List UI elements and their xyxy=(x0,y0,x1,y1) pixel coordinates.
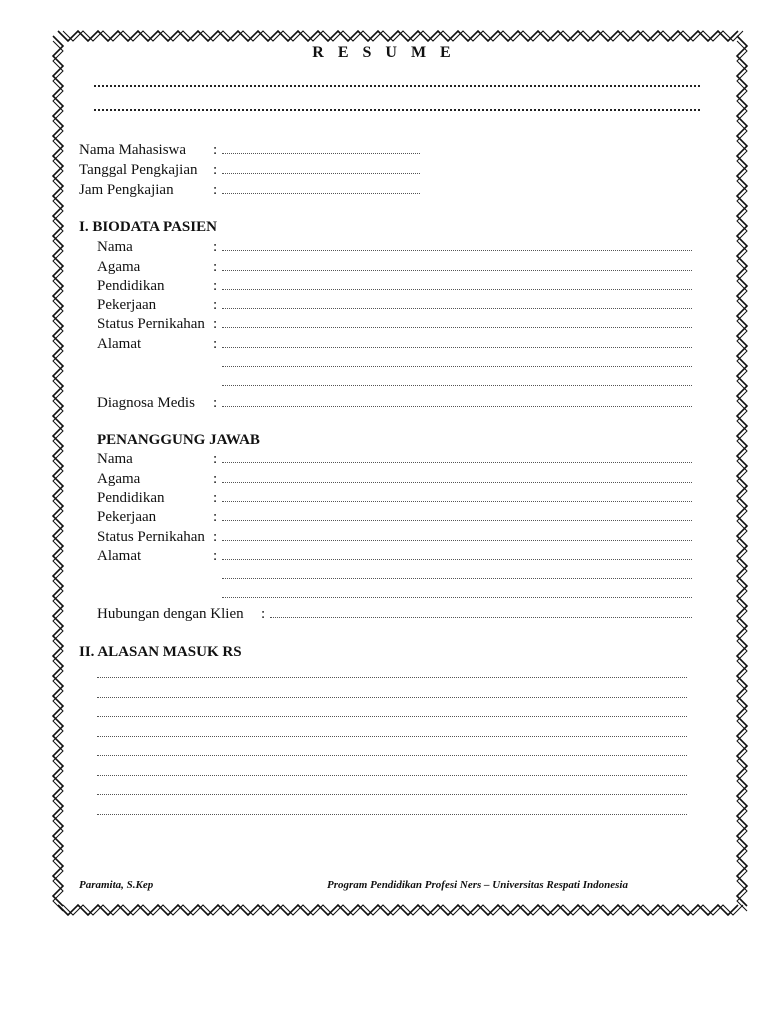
field-input-tanggal-pengkajian[interactable] xyxy=(222,173,420,174)
field-label-alamat: Alamat xyxy=(97,336,142,352)
section-heading-penanggung-jawab: PENANGGUNG JAWAB xyxy=(97,432,260,448)
field-label-agama: Agama xyxy=(97,259,141,275)
field-colon: : xyxy=(213,259,218,275)
guardian-input-status-pernikahan[interactable] xyxy=(222,540,692,541)
field-colon: : xyxy=(261,606,266,622)
title-line-1 xyxy=(94,85,700,87)
section-heading-alasan-masuk: II. ALASAN MASUK RS xyxy=(79,644,242,660)
guardian-input-pekerjaan[interactable] xyxy=(222,520,692,521)
guardian-label-hubungan: Hubungan dengan Klien xyxy=(97,606,244,622)
title-line-2 xyxy=(94,109,700,111)
alasan-line[interactable] xyxy=(97,697,687,698)
alasan-line[interactable] xyxy=(97,755,687,756)
guardian-label-pekerjaan: Pekerjaan xyxy=(97,509,157,525)
field-colon: : xyxy=(213,336,218,352)
page-title: R E S U M E xyxy=(312,44,456,61)
guardian-input-nama[interactable] xyxy=(222,462,692,463)
field-input-alamat[interactable] xyxy=(222,347,692,348)
guardian-label-nama: Nama xyxy=(97,451,133,467)
guardian-label-status-pernikahan: Status Pernikahan xyxy=(97,529,205,545)
guardian-input-pendidikan[interactable] xyxy=(222,501,692,502)
guardian-input-alamat-2[interactable] xyxy=(222,578,692,579)
guardian-label-alamat: Alamat xyxy=(97,548,142,564)
field-colon: : xyxy=(213,239,218,255)
guardian-input-alamat-3[interactable] xyxy=(222,597,692,598)
section-heading-biodata: I. BIODATA PASIEN xyxy=(79,219,217,235)
guardian-input-alamat[interactable] xyxy=(222,559,692,560)
alasan-line[interactable] xyxy=(97,736,687,737)
field-colon: : xyxy=(213,471,218,487)
field-input-alamat-2[interactable] xyxy=(222,366,692,367)
guardian-label-pendidikan: Pendidikan xyxy=(97,490,165,506)
field-input-nama[interactable] xyxy=(222,250,692,251)
field-label-tanggal-pengkajian: Tanggal Pengkajian xyxy=(79,162,198,178)
guardian-label-agama: Agama xyxy=(97,471,141,487)
alasan-line[interactable] xyxy=(97,775,687,776)
field-input-nama-mahasiswa[interactable] xyxy=(222,153,420,154)
guardian-input-hubungan[interactable] xyxy=(270,617,692,618)
guardian-input-agama[interactable] xyxy=(222,482,692,483)
field-input-agama[interactable] xyxy=(222,270,692,271)
field-input-diagnosa-medis[interactable] xyxy=(222,406,692,407)
field-input-status-pernikahan[interactable] xyxy=(222,327,692,328)
field-label-status-pernikahan: Status Pernikahan xyxy=(97,316,205,332)
field-colon: : xyxy=(213,548,218,564)
field-colon: : xyxy=(213,529,218,545)
field-colon: : xyxy=(213,451,218,467)
field-label-diagnosa-medis: Diagnosa Medis xyxy=(97,395,195,411)
field-label-nama-mahasiswa: Nama Mahasiswa xyxy=(79,142,187,158)
alasan-line[interactable] xyxy=(97,814,687,815)
field-input-pekerjaan[interactable] xyxy=(222,308,692,309)
field-colon: : xyxy=(213,395,218,411)
field-colon: : xyxy=(213,509,218,525)
field-colon: : xyxy=(213,490,218,506)
alasan-line[interactable] xyxy=(97,716,687,717)
footer-author: Paramita, S.Kep xyxy=(79,879,154,891)
field-colon: : xyxy=(213,297,218,313)
alasan-line[interactable] xyxy=(97,677,687,678)
alasan-line[interactable] xyxy=(97,794,687,795)
field-input-alamat-3[interactable] xyxy=(222,385,692,386)
field-input-pendidikan[interactable] xyxy=(222,289,692,290)
footer-program: Program Pendidikan Profesi Ners – Universitas Respati Indonesia xyxy=(327,879,628,891)
field-colon: : xyxy=(213,162,218,178)
field-colon: : xyxy=(213,142,218,158)
field-label-jam-pengkajian: Jam Pengkajian xyxy=(79,182,174,198)
field-label-pendidikan: Pendidikan xyxy=(97,278,165,294)
field-colon: : xyxy=(213,278,218,294)
field-label-pekerjaan: Pekerjaan xyxy=(97,297,157,313)
field-input-jam-pengkajian[interactable] xyxy=(222,193,420,194)
field-label-nama: Nama xyxy=(97,239,133,255)
field-colon: : xyxy=(213,182,218,198)
field-colon: : xyxy=(213,316,218,332)
